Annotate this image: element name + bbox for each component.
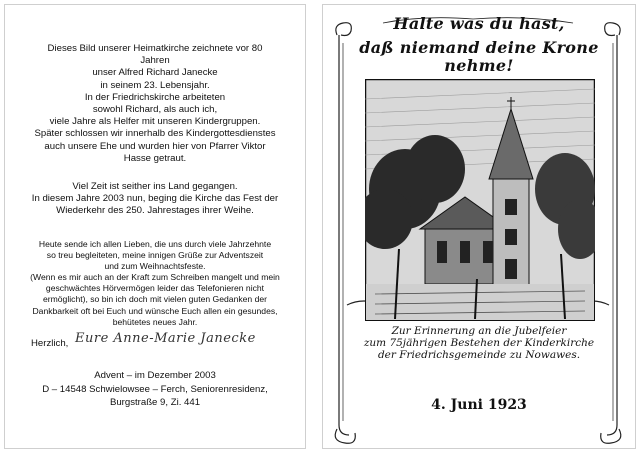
- letter-line: In diesem Jahre 2003 nun, beging die Kirche das Fest der: [31, 193, 279, 205]
- letter-line: Später schlossen wir innerhalb des Kindergottesdienstes: [34, 128, 276, 140]
- letter-line: In der Friedrichskirche arbeiteten: [84, 91, 226, 103]
- letter-page: [4, 4, 306, 449]
- card-heading-line-2: daß niemand deine Krone nehme!: [359, 38, 599, 75]
- footer-line: Advent – im Dezember 2003: [94, 370, 216, 381]
- letter-line: behütetes neues Jahr.: [112, 316, 198, 327]
- letter-paragraph-1: [5, 43, 305, 165]
- letter-paragraph-4: [5, 272, 305, 328]
- footer-line: Burgstraße 9, Zi. 441: [109, 397, 201, 408]
- letter-line: Heute sende ich allen Lieben, die uns durch viele Jahrzehnte: [38, 239, 272, 249]
- letter-line: viele Jahre als Helfer mit unseren Kindergruppen.: [49, 116, 261, 128]
- caption-line: zum 75jährigen Bestehen der Kinderkirche: [363, 337, 595, 349]
- handwritten-signature: Eure Anne-Marie Janecke: [75, 331, 256, 346]
- letter-line: Dieses Bild unserer Heimatkirche zeichnete vor 80: [47, 43, 263, 54]
- footer-line: D – 14548 Schwielowsee – Ferch, Seniorenresidenz,: [42, 383, 268, 395]
- letter-line: Viel Zeit ist seither ins Land gegangen.: [72, 181, 238, 192]
- letter-line: und zum Weihnachtsfeste.: [104, 261, 206, 272]
- card-date: 4. Juni 1923: [431, 397, 527, 413]
- letter-line: in seinem 23. Lebensjahr.: [100, 79, 210, 91]
- letter-paragraph-2: [5, 181, 305, 218]
- letter-line: Hasse getraut.: [123, 152, 187, 164]
- letter-line: auch unsere Ehe und wurden hier von Pfarrer Viktor: [44, 140, 266, 152]
- caption-line: der Friedrichsgemeinde zu Nowawes.: [377, 349, 581, 361]
- letter-line: (Wenn es mir auch an der Kraft zum Schreiben mangelt und mein: [30, 272, 280, 282]
- greeting: Herzlich,: [31, 338, 69, 349]
- letter-line: Jahren: [140, 55, 170, 67]
- letter-paragraph-3: [5, 239, 305, 273]
- letter-line: unser Alfred Richard Janecke: [92, 67, 218, 79]
- card-page: [322, 4, 636, 449]
- card-caption: [323, 325, 635, 361]
- letter-line: geschwächtes Hörvermögen leider das Telefonieren nicht: [45, 283, 265, 294]
- church-illustration: [365, 79, 595, 321]
- letter-line: sowohl Richard, als auch ich,: [92, 104, 218, 116]
- caption-line: Zur Erinnerung an die Jubelfeier: [391, 325, 567, 337]
- letter-footer: [5, 369, 305, 410]
- letter-line: so treu begleiteten, meine innigen Grüße zur Adventszeit: [46, 250, 264, 261]
- letter-line: ermöglicht), so bin ich doch mit vielen guten Gedanken der: [42, 294, 268, 305]
- letter-line: Wiederkehr des 250. Jahrestages ihrer Weihe.: [56, 205, 254, 217]
- letter-line: Dankbarkeit oft bei Euch und wünsche Euch allen ein gesundes,: [32, 305, 278, 316]
- card-heading-line-1: Halte was du hast,: [393, 14, 565, 33]
